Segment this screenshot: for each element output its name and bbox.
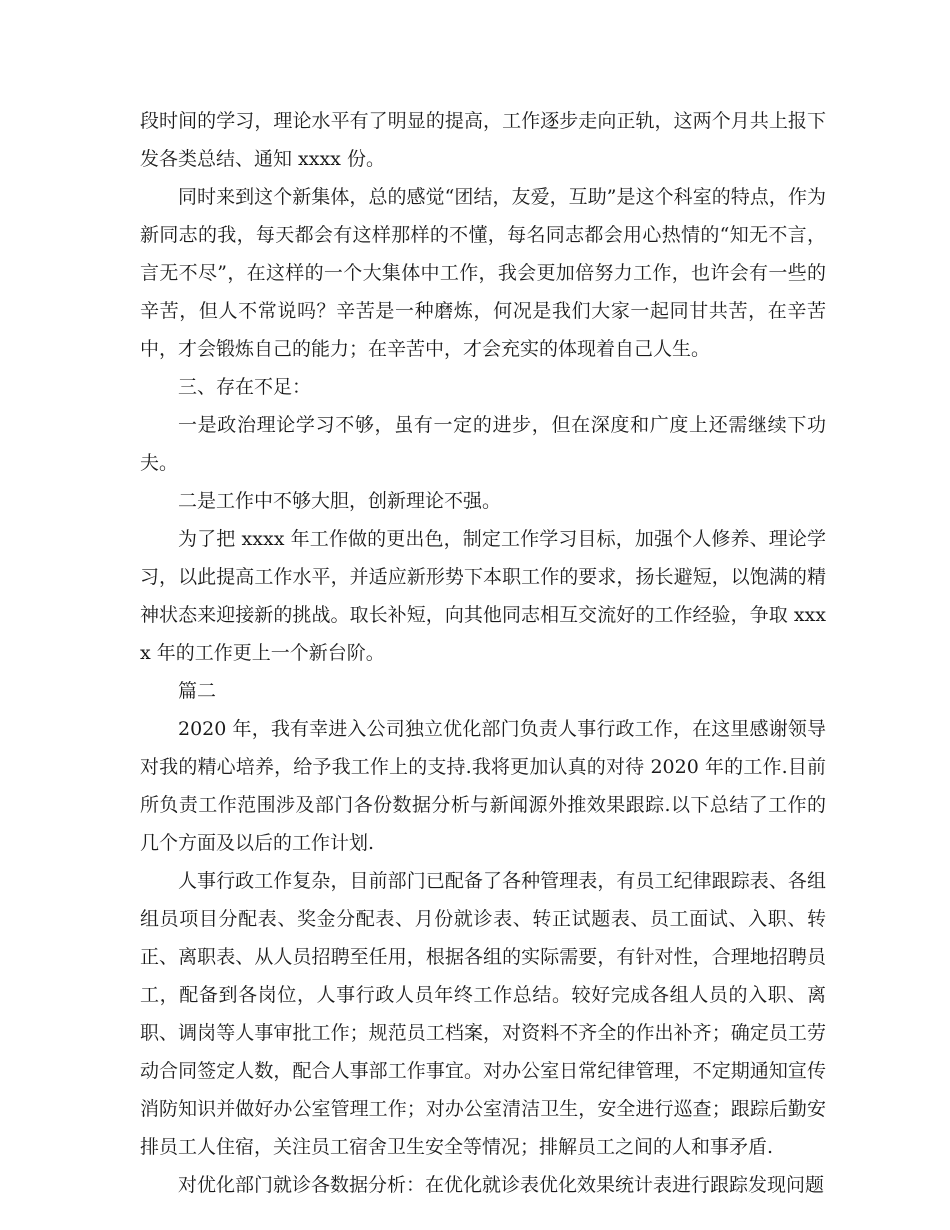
paragraph-data-analysis: 对优化部门就诊各数据分析：在优化就诊表优化效果统计表进行跟踪发现问题 bbox=[178, 1174, 825, 1196]
shortcoming-item-2: 二是工作中不够大胆，创新理论不强。 bbox=[178, 490, 502, 512]
paragraph-team-feeling: 同时来到这个新集体，总的感觉“团结，友爱，互助”是这个科室的特点，作为新同志的我，每天都会有这样那样的不懂，每名同志都会用心热情的“知无不言，言无不尽”，在这样的一个大集体中工作，我会更加倍努力工作，也许会有一些的辛苦，但人不常说吗？辛苦是一种磨炼，何况是我们大家一起同甘共苦，在辛苦中，才会锻炼自己的能力；在辛苦中，才会充实的体现着自己人生。 bbox=[140, 186, 826, 360]
paragraph-continuation: 段时间的学习，理论水平有了明显的提高，工作逐步走向正轨，这两个月共上报下发各类总结、通知 xxxx 份。 bbox=[140, 110, 826, 170]
shortcoming-item-1: 一是政治理论学习不够，虽有一定的进步，但在深度和广度上还需继续下功夫。 bbox=[140, 414, 826, 474]
section-heading-part-two: 篇二 bbox=[178, 680, 217, 702]
paragraph-hr-admin: 人事行政工作复杂，目前部门已配备了各种管理表，有员工纪律跟踪表、各组组员项目分配表、奖金分配表、月份就诊表、转正试题表、员工面试、入职、转正、离职表、从人员招聘至任用，根据各组的实际需要，有针对性，合理地招聘员工，配备到各岗位，人事行政人员年终工作总结。较好完成各组人员的入职、离职、调岗等人事审批工作；规范员工档案，对资料不齐全的作出补齐；确定员工劳动合同签定人数，配合人事部工作事宜。对办公室日常纪律管理，不定期通知宣传消防知识并做好办公室管理工作；对办公室清洁卫生，安全进行巡查；跟踪后勤安排员工人住宿，关注员工宿舍卫生安全等情况；排解员工之间的人和事矛盾. bbox=[140, 870, 826, 1158]
paragraph-goals: 为了把 xxxx 年工作做的更出色，制定工作学习目标，加强个人修养、理论学习，以此提高工作水平，并适应新形势下本职工作的要求，扬长避短，以饱满的精神状态来迎接新的挑战。取长补短，向其他同志相互交流好的工作经验，争取 xxxx 年的工作更上一个新台阶。 bbox=[140, 528, 826, 664]
section-heading-shortcomings: 三、存在不足： bbox=[178, 376, 312, 398]
document-body bbox=[140, 102, 826, 1204]
paragraph-2020-intro: 2020 年，我有幸进入公司独立优化部门负责人事行政工作，在这里感谢领导对我的精心培养，给予我工作上的支持.我将更加认真的对待 2020 年的工作.目前所负责工作范围涉及部门各份数据分析与新闻源外推效果跟踪.以下总结了工作的几个方面及以后的工作计划. bbox=[140, 718, 826, 854]
